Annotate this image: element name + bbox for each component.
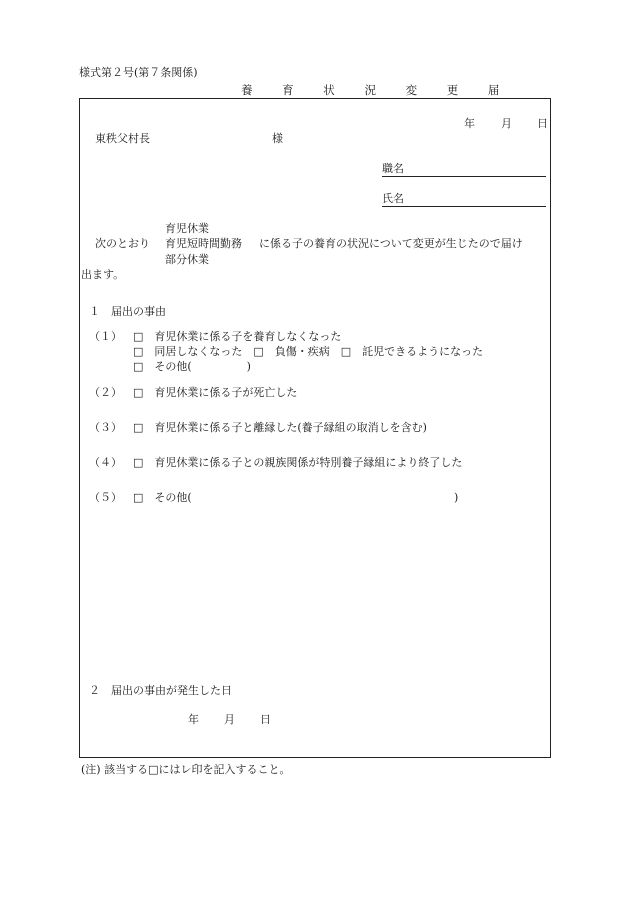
intro-option-partial: 部分休業	[165, 253, 209, 266]
occurrence-day: 日	[260, 713, 271, 726]
page-title: 養 育 状 況 変 更 届	[241, 83, 513, 97]
addressee-name: 東秩父村長	[95, 132, 150, 145]
section2-heading: ２ 届出の事由が発生した日	[89, 684, 232, 697]
intro-option-short-hours: 育児短時間勤務	[165, 237, 242, 250]
reason-line[interactable]: □ 育児休業に係る子との親族関係が特別養子縁組により終了した	[133, 456, 463, 469]
intro-prefix: 次のとおり	[95, 237, 150, 250]
date-year: 年	[464, 117, 475, 130]
reason-line[interactable]: □ 育児休業に係る子を養育しなくなった	[133, 330, 342, 343]
intro-suffix: に係る子の養育の状況について変更が生じたので届け	[259, 237, 523, 250]
reason-line[interactable]: □ その他(	[133, 491, 192, 504]
reason-line[interactable]: □ 育児休業に係る子が死亡した	[133, 386, 298, 399]
occurrence-year: 年	[188, 713, 199, 726]
reason-line[interactable]: □ その他( )	[133, 360, 251, 373]
addressee-honorific: 様	[272, 132, 283, 145]
reason-line[interactable]: □ 同居しなくなった □ 負傷・疾病 □ 託児できるようになった	[133, 345, 484, 358]
intro-option-leave: 育児休業	[165, 222, 209, 235]
position-field[interactable]	[382, 176, 546, 177]
item-number: （５）	[89, 491, 122, 504]
name-label: 氏名	[382, 192, 404, 205]
date-day: 日	[537, 117, 548, 130]
item-number: （３）	[89, 421, 122, 434]
intro-continuation: 出ます。	[81, 268, 125, 281]
reason-other-close: )	[454, 491, 459, 504]
position-label: 職名	[382, 162, 404, 175]
item-number: （１）	[89, 330, 122, 343]
item-number: （４）	[89, 456, 122, 469]
date-month: 月	[501, 117, 512, 130]
name-field[interactable]	[382, 206, 546, 207]
reason-line[interactable]: □ 育児休業に係る子と離縁した(養子縁組の取消しを含む)	[133, 421, 427, 434]
footnote: (注) 該当する□にはレ印を記入すること。	[81, 763, 291, 776]
form-number: 様式第２号(第７条関係)	[79, 66, 198, 79]
occurrence-month: 月	[224, 713, 235, 726]
section1-heading: １ 届出の事由	[89, 305, 166, 318]
item-number: （２）	[89, 386, 122, 399]
